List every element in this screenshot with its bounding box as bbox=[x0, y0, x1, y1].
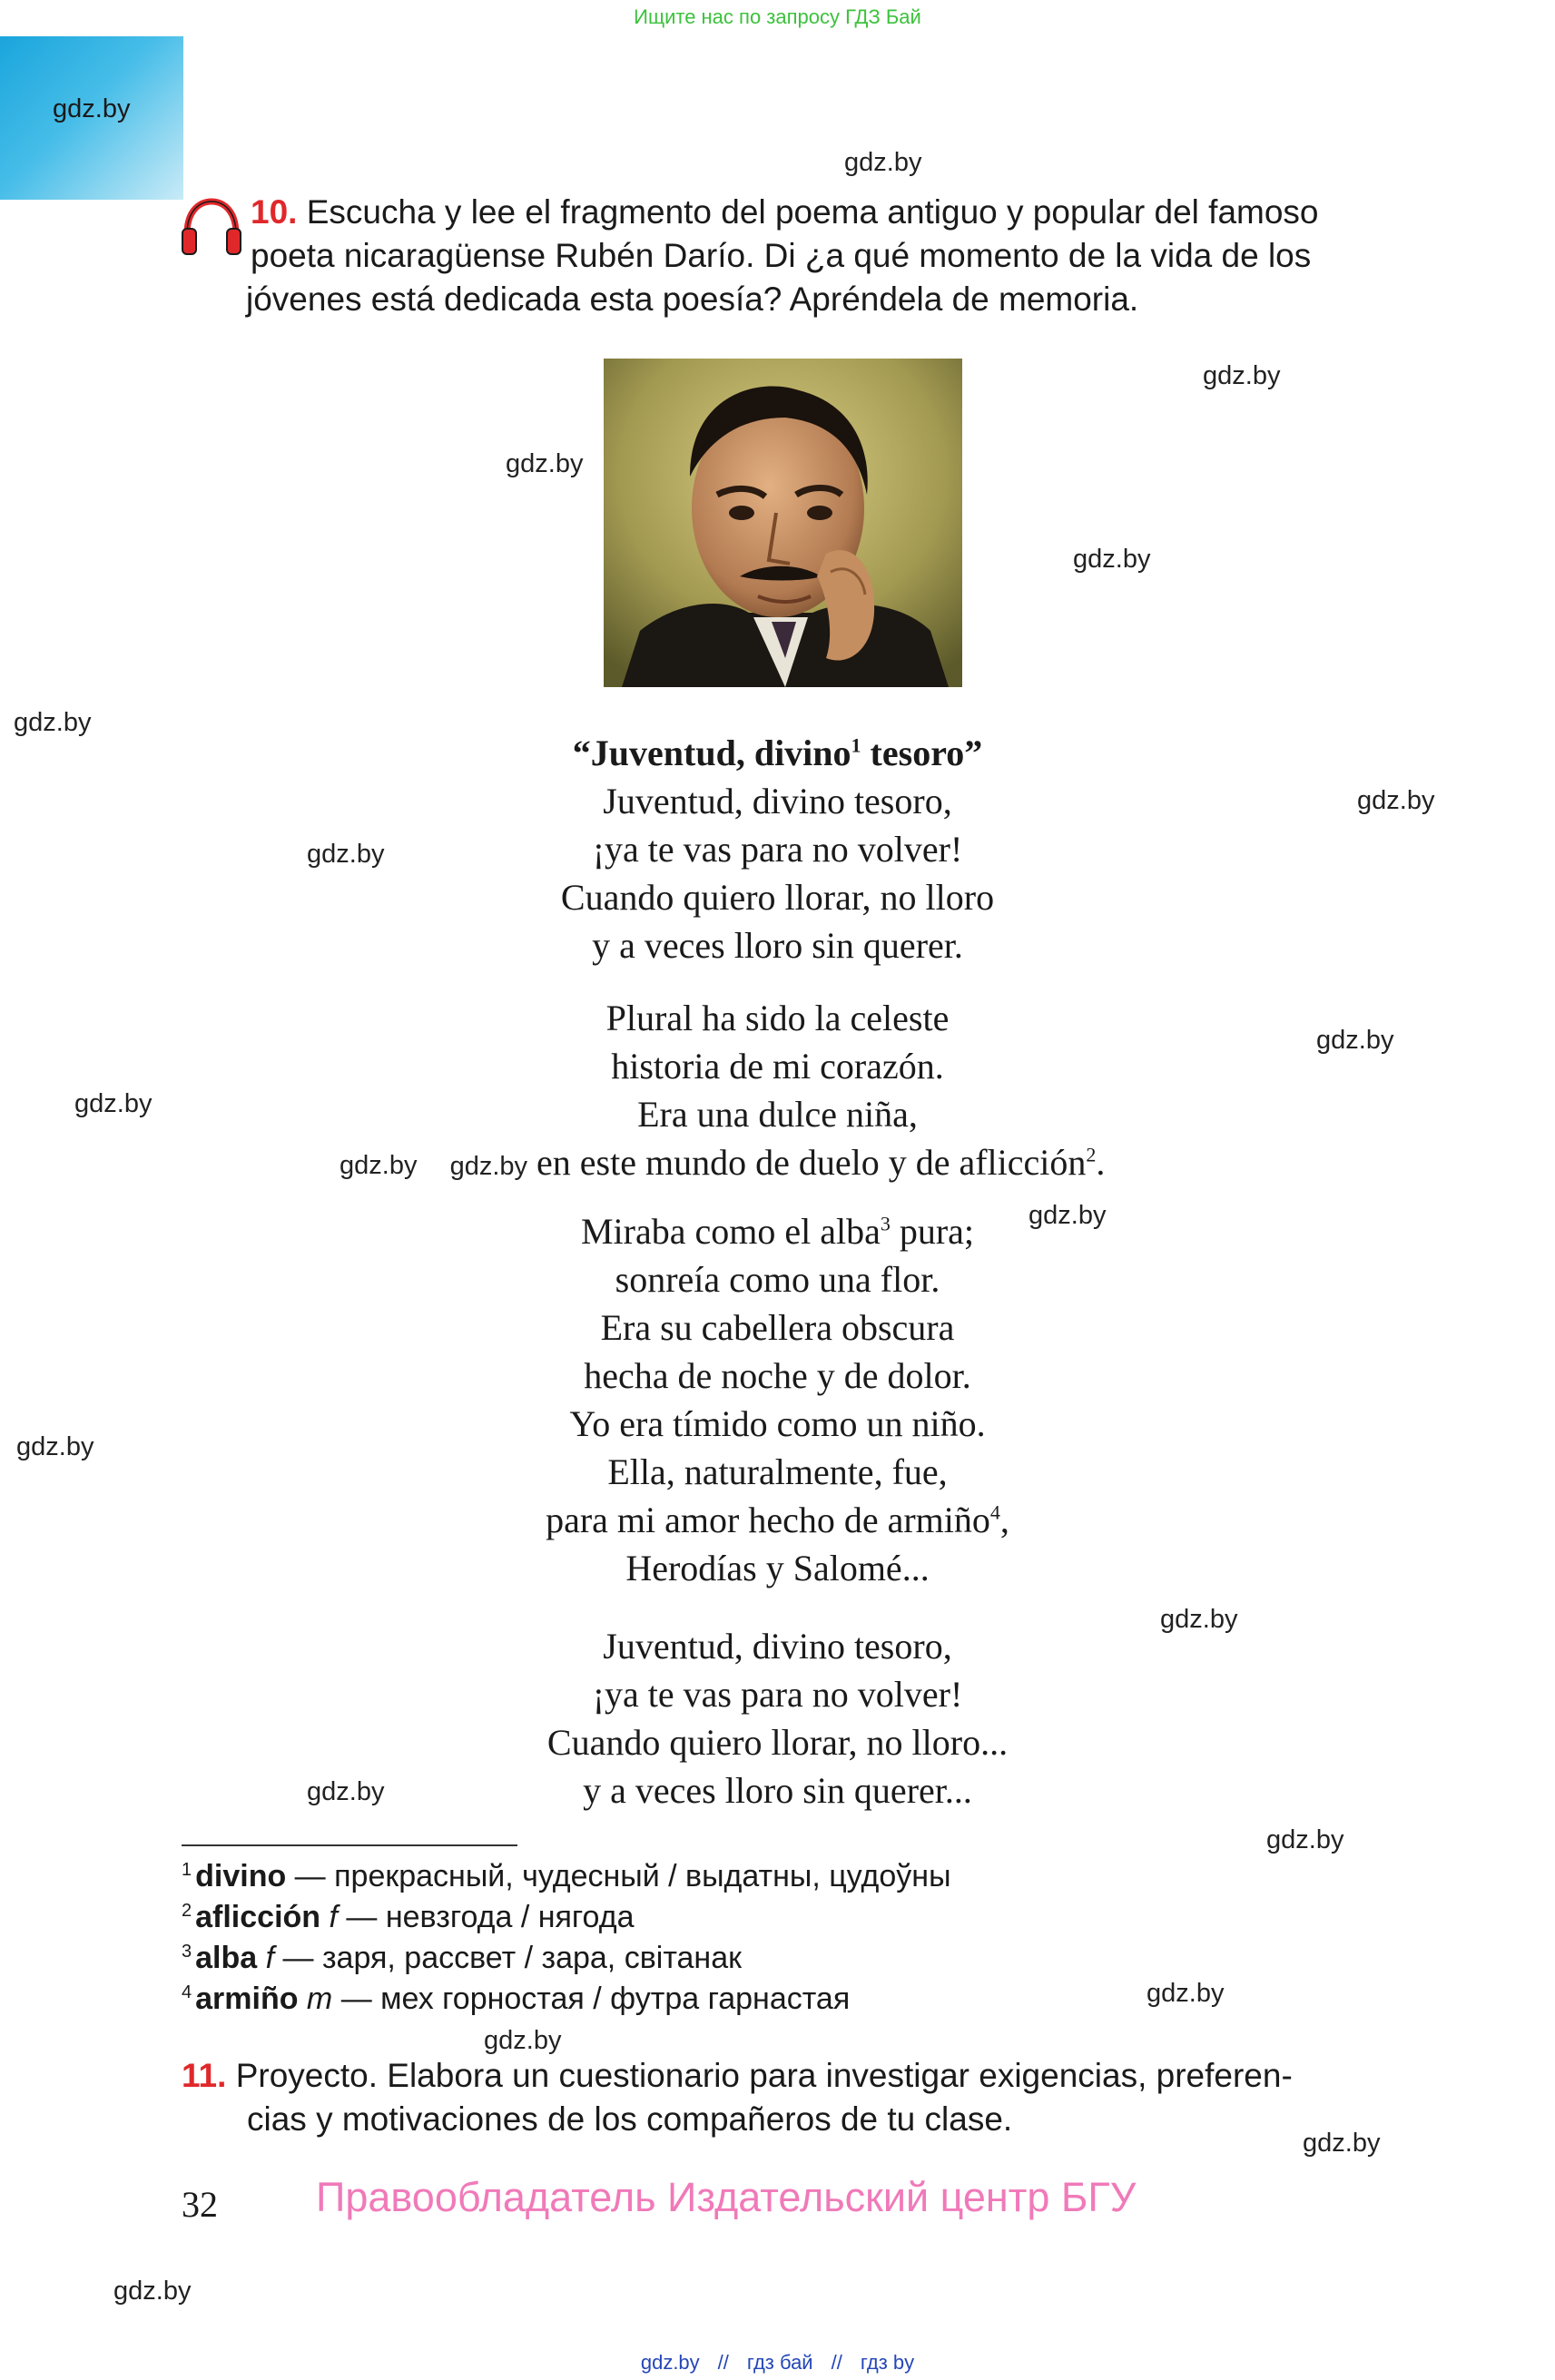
footnote-word: armiño bbox=[195, 1982, 299, 2016]
poem-line-tail: pura; bbox=[890, 1211, 975, 1252]
watermark: gdz.by bbox=[14, 708, 92, 737]
watermark: gdz.by bbox=[340, 1151, 418, 1180]
footnote-translation: — мех горностая / футра гарнастая bbox=[332, 1982, 851, 2016]
poem-line: Plural ha sido la celeste bbox=[605, 998, 950, 1038]
poem-line bbox=[0, 1138, 1555, 1186]
headphones-icon[interactable] bbox=[180, 198, 243, 258]
watermark: gdz.by bbox=[307, 1777, 385, 1806]
watermark: gdz.by bbox=[1147, 1979, 1225, 2008]
page-number: 32 bbox=[182, 2184, 218, 2225]
poem-line-text: en este mundo de duelo y de aflicción bbox=[536, 1142, 1087, 1183]
footnote-ref: 4 bbox=[989, 1500, 1000, 1524]
task-11-line-1 bbox=[182, 2054, 1293, 2098]
poem-line: Cuando quiero llorar, no lloro... bbox=[546, 1722, 1009, 1763]
poem-stanza-3 bbox=[0, 1207, 1555, 1592]
poem-title-tail: tesoro” bbox=[861, 733, 983, 773]
poem-line: Era una dulce niña, bbox=[637, 1094, 918, 1135]
poem-line-tail: , bbox=[999, 1500, 1009, 1540]
footnote-gender: f bbox=[320, 1900, 338, 1934]
watermark: gdz.by bbox=[1203, 361, 1281, 390]
poem-line: Herodías y Salomé... bbox=[625, 1548, 930, 1588]
task-10-line-1 bbox=[251, 191, 1319, 234]
corner-tab-label: gdz.by bbox=[53, 94, 131, 123]
poem-line: Ella, naturalmente, fue, bbox=[607, 1451, 948, 1492]
poem-line-text: Miraba como el alba bbox=[580, 1211, 881, 1252]
bottom-links bbox=[0, 2351, 1555, 2375]
footnote-number: 1 bbox=[182, 1859, 192, 1880]
watermark: gdz.by bbox=[1160, 1605, 1238, 1634]
footnote-item bbox=[182, 1979, 951, 2020]
footnote-translation: — прекрасный, чудесный / выдатны, цудоўны bbox=[286, 1859, 951, 1893]
poem-title-text: “Juventud, divino bbox=[572, 733, 851, 773]
footnote-ref: 3 bbox=[880, 1212, 891, 1235]
footnote-item bbox=[182, 1856, 951, 1897]
footnote-number: 3 bbox=[182, 1941, 192, 1962]
task-11-number: 11. bbox=[182, 2057, 227, 2094]
watermark: gdz.by bbox=[1073, 545, 1151, 574]
footnote-gender: m bbox=[298, 1982, 333, 2016]
footnote-translation: — невзгода / нягода bbox=[337, 1900, 635, 1934]
link-gdz-bai[interactable]: гдз бай bbox=[746, 2351, 813, 2374]
poem-line-text: para mi amor hecho de armiño bbox=[546, 1500, 990, 1540]
footnote-ref: 2 bbox=[1086, 1143, 1097, 1166]
footnote-item bbox=[182, 1897, 951, 1938]
task-11-line-2: cias y motivaciones de los compañeros de tu clase. bbox=[247, 2100, 1013, 2138]
link-separator: // bbox=[717, 2351, 729, 2374]
poem-line: y a veces lloro sin querer... bbox=[583, 1770, 972, 1811]
poem-line-tail: . bbox=[1096, 1142, 1106, 1183]
task-10-number: 10. bbox=[251, 193, 298, 231]
watermark: gdz.by bbox=[16, 1432, 94, 1461]
watermark: gdz.by bbox=[449, 1152, 528, 1181]
footnotes bbox=[182, 1856, 951, 2020]
poem-line bbox=[0, 1496, 1555, 1544]
footnote-number: 4 bbox=[182, 1982, 192, 2002]
footnote-number: 2 bbox=[182, 1900, 192, 1921]
footnote-divider bbox=[182, 1844, 517, 1846]
footnote-item bbox=[182, 1938, 951, 1979]
copyright-notice: Правообладатель Издательский центр БГУ bbox=[316, 2174, 1137, 2220]
footnote-word: divino bbox=[195, 1859, 287, 1893]
watermark: gdz.by bbox=[74, 1089, 153, 1118]
watermark: gdz.by bbox=[1303, 2129, 1381, 2158]
watermark: gdz.by bbox=[484, 2026, 562, 2055]
poem-line: Era su cabellera obscura bbox=[600, 1307, 955, 1348]
footnote-gender: f bbox=[257, 1941, 275, 1975]
poem-line: Juventud, divino tesoro, bbox=[603, 1626, 952, 1667]
search-banner[interactable]: Ищите нас по запросу ГДЗ Бай bbox=[634, 5, 921, 28]
footnote-word: alba bbox=[195, 1941, 258, 1975]
link-gdz-by[interactable]: gdz.by bbox=[640, 2351, 700, 2374]
watermark: gdz.by bbox=[1316, 1026, 1394, 1055]
corner-tab bbox=[0, 36, 183, 200]
poem-line: Juventud, divino tesoro, bbox=[603, 781, 952, 821]
poem-stanza-1 bbox=[0, 729, 1555, 969]
poem-line: hecha de noche y de dolor. bbox=[584, 1355, 971, 1396]
poem-stanza-2 bbox=[0, 994, 1555, 1186]
task-10-line-2: poeta nicaragüense Rubén Darío. Di ¿a qué momento de la vida de los bbox=[251, 237, 1312, 274]
watermark: gdz.by bbox=[113, 2277, 192, 2306]
poem-line: Yo era tímido como un niño. bbox=[569, 1403, 986, 1444]
watermark: gdz.by bbox=[1357, 786, 1435, 815]
ruben-dario-portrait bbox=[604, 359, 962, 687]
watermark: gdz.by bbox=[844, 148, 922, 177]
poem-line: Cuando quiero llorar, no lloro bbox=[560, 877, 995, 918]
link-separator: // bbox=[831, 2351, 842, 2374]
poem-stanza-4 bbox=[0, 1622, 1555, 1815]
link-gdz-by-cyr[interactable]: гдз by bbox=[860, 2351, 915, 2374]
task-10-text: Escucha y lee el fragmento del poema antiguo y popular del famoso bbox=[306, 193, 1319, 231]
poem-line: ¡ya te vas para no volver! bbox=[592, 829, 963, 870]
footnote-translation: — заря, рассвет / зара, світанак bbox=[274, 1941, 742, 1975]
watermark: gdz.by bbox=[307, 840, 385, 869]
task-11-text: Proyecto. Elabora un cuestionario para investigar exigencias, preferen- bbox=[235, 2057, 1293, 2094]
poem-line: sonreía como una flor. bbox=[615, 1259, 940, 1300]
watermark: gdz.by bbox=[1266, 1825, 1344, 1854]
task-10-line-3: jóvenes está dedicada esta poesía? Apréndela de memoria. bbox=[246, 280, 1139, 318]
footnote-ref: 1 bbox=[851, 733, 861, 757]
footnote-word: aflicción bbox=[195, 1900, 321, 1934]
watermark: gdz.by bbox=[1028, 1201, 1107, 1230]
poem-line: ¡ya te vas para no volver! bbox=[592, 1674, 963, 1715]
poem-line bbox=[0, 1207, 1555, 1255]
poem-line: y a veces lloro sin querer. bbox=[592, 925, 963, 966]
poem-title bbox=[0, 729, 1555, 777]
poem-line: historia de mi corazón. bbox=[611, 1046, 944, 1087]
watermark: gdz.by bbox=[506, 449, 584, 478]
